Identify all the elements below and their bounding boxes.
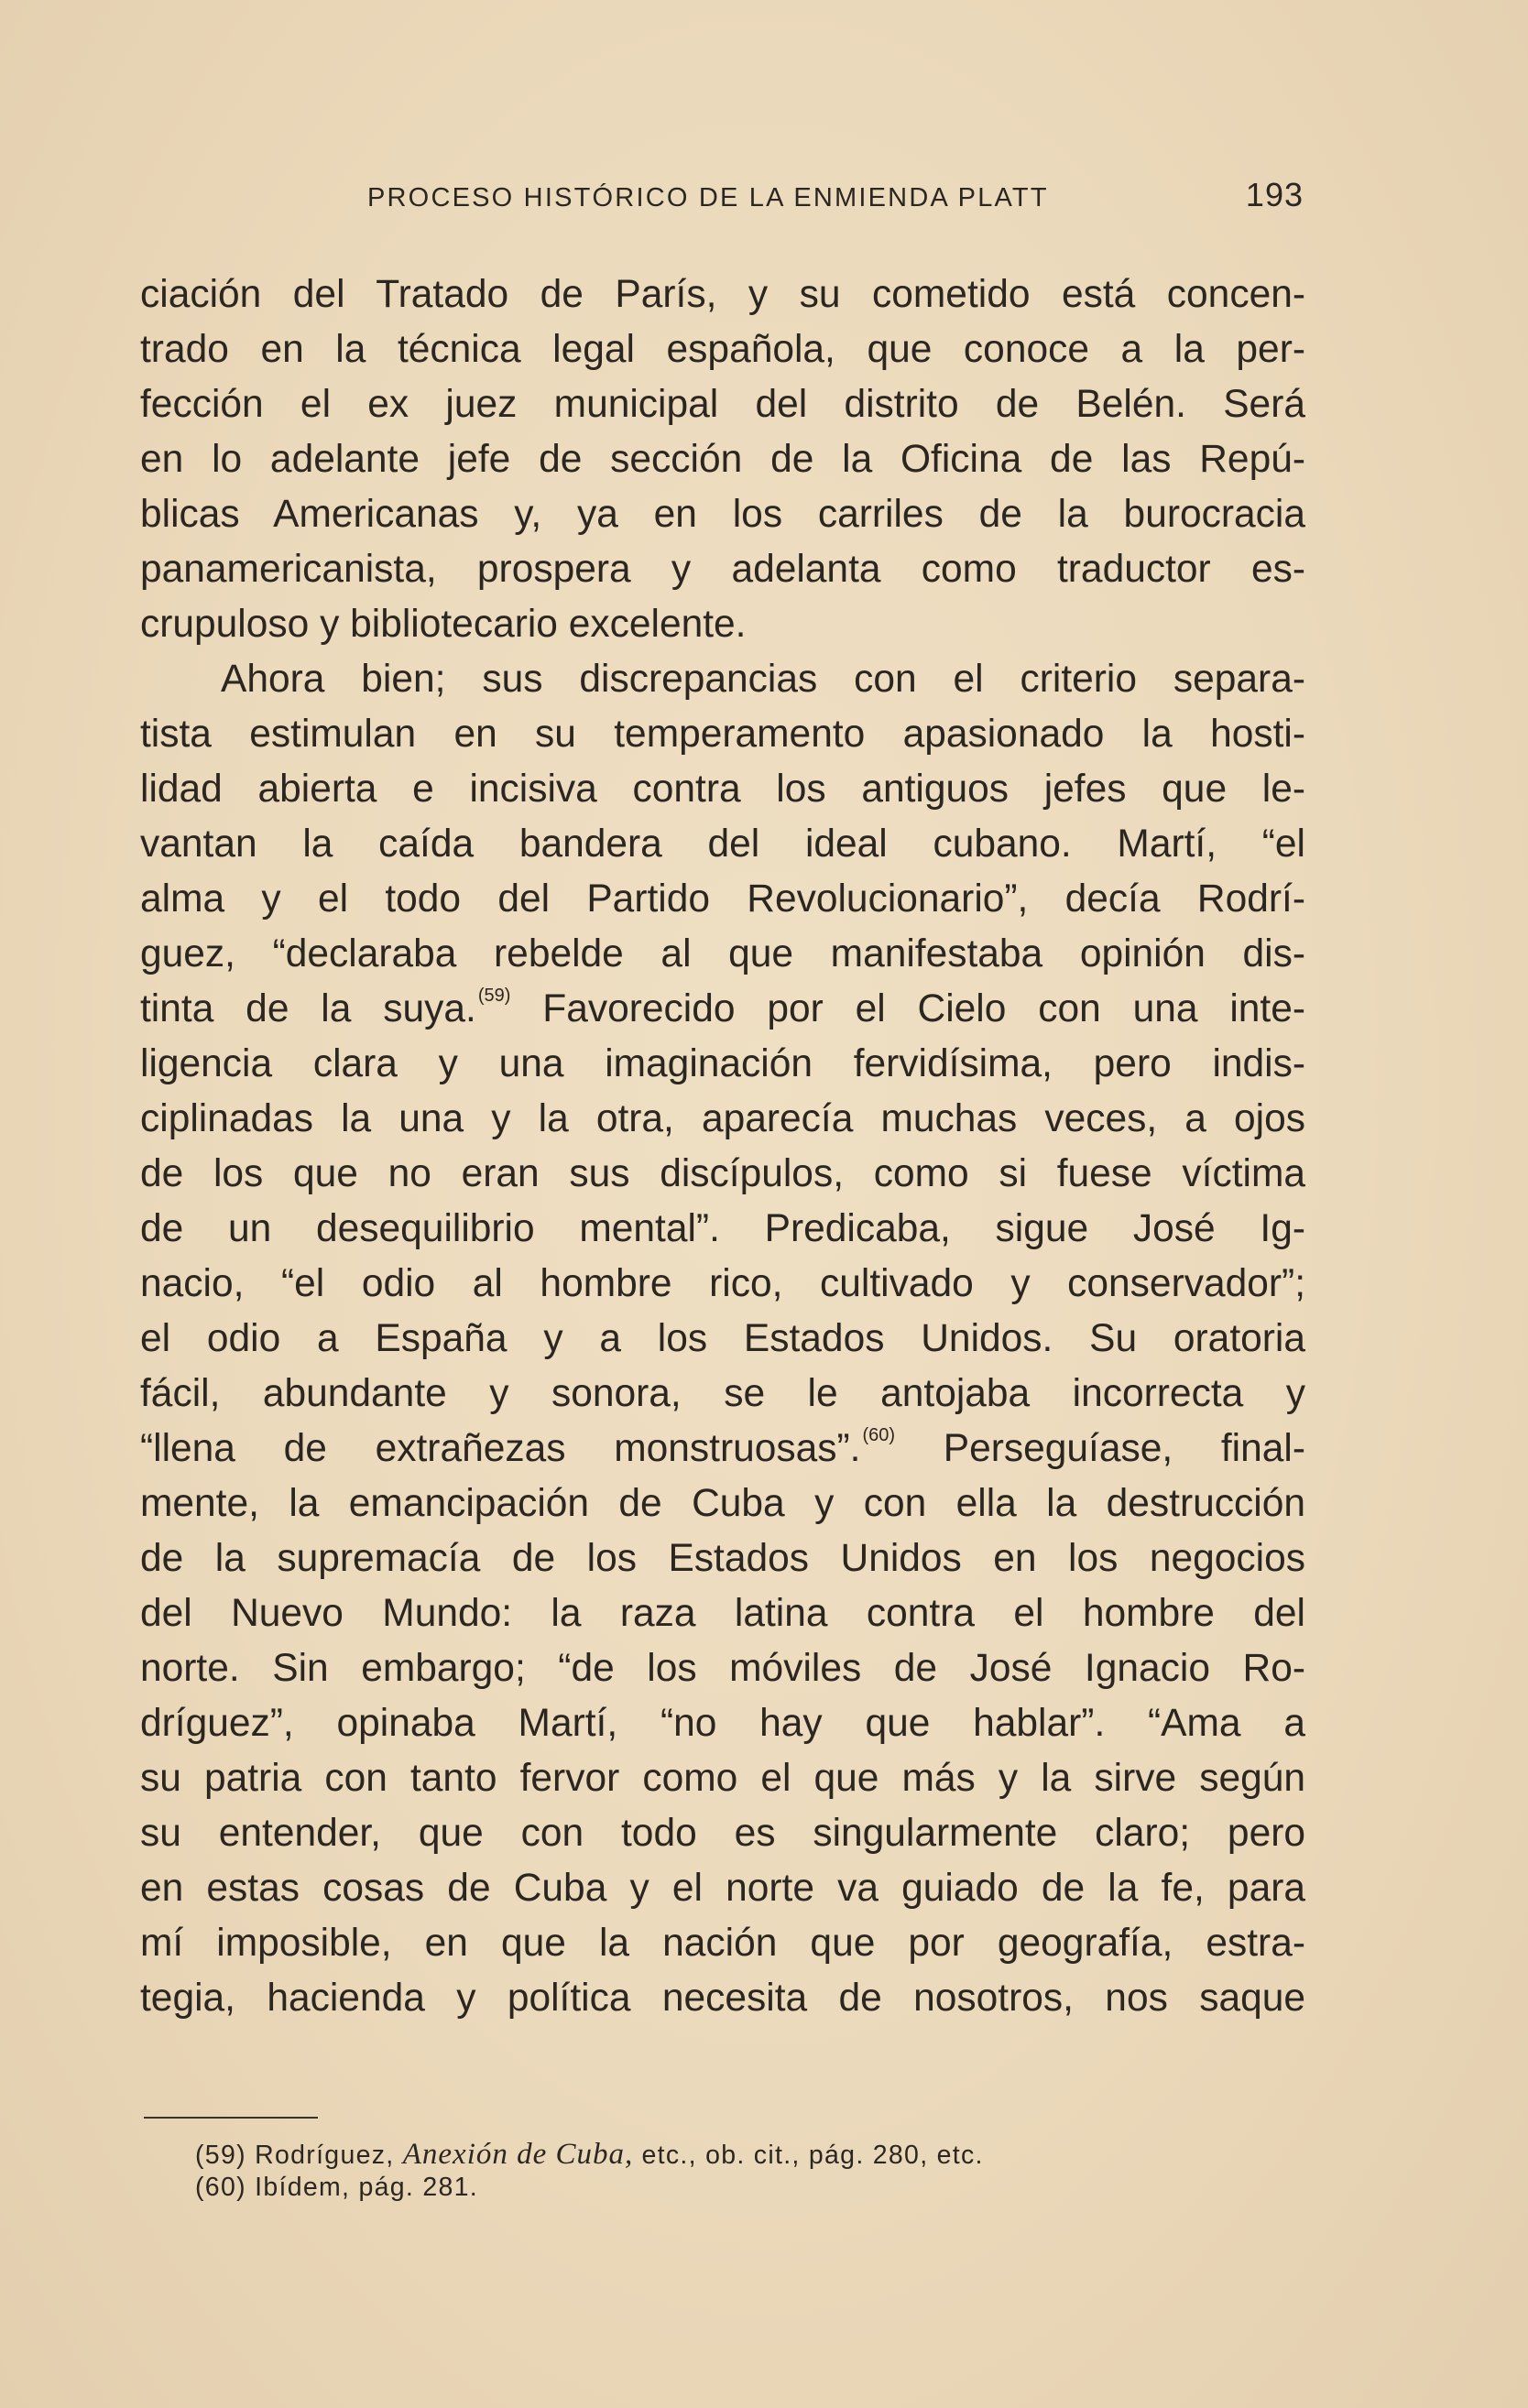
text-line: Ahora bien; sus discrepancias con el criterio separa- (221, 658, 1305, 701)
text-line: de los que no eran sus discípulos, como si fuese víctima (140, 1152, 1305, 1195)
text-line: tegia, hacienda y política necesita de nosotros, nos saque (140, 1977, 1305, 2020)
footnote-60 (195, 2171, 1203, 2204)
text-segment: Perseguíase, final- (895, 1427, 1305, 1470)
text-line: lidad abierta e incisiva contra los antiguos jefes que le- (140, 768, 1305, 811)
text-line: crupuloso y bibliotecario excelente. (140, 603, 747, 646)
text-line: dríguez”, opinaba Martí, “no hay que hablar”. “Ama a (140, 1702, 1305, 1745)
text-line: ligencia clara y una imaginación fervidísima, pero indis- (140, 1042, 1305, 1085)
text-line: blicas Americanas y, ya en los carriles de la burocracia (140, 493, 1305, 536)
text-line: mí imposible, en que la nación que por geografía, estra- (140, 1922, 1305, 1965)
text-line: su entender, que con todo es singularmente claro; pero (140, 1812, 1305, 1855)
text-line: panamericanista, prospera y adelanta como traductor es- (140, 548, 1305, 591)
text-line: fección el ex juez municipal del distrito de Belén. Será (140, 383, 1305, 426)
text-line-with-note (140, 1422, 1305, 1476)
footnote-book-title: Anexión de Cuba, (402, 2138, 634, 2171)
text-line: fácil, abundante y sonora, se le antojaba incorrecta y (140, 1372, 1305, 1415)
text-line: el odio a España y a los Estados Unidos. Su oratoria (140, 1317, 1305, 1360)
page-number: 193 (1245, 176, 1304, 213)
text-line: su patria con tanto fervor como el que más y la sirve según (140, 1757, 1305, 1800)
footnote-number: (60) (195, 2173, 246, 2202)
footnote-ref-59: (59) (477, 986, 511, 1006)
footnote-text: Ibídem, pág. 281. (255, 2173, 479, 2202)
footnotes (195, 2138, 1203, 2204)
text-segment: tinta de la suya. (140, 987, 476, 1030)
footnote-number: (59) (195, 2141, 246, 2170)
text-line: en estas cosas de Cuba y el norte va guiado de la fe, para (140, 1867, 1305, 1910)
text-line: mente, la emancipación de Cuba y con ella la destrucción (140, 1482, 1305, 1525)
text-line: del Nuevo Mundo: la raza latina contra el hombre del (140, 1592, 1305, 1635)
text-line: guez, “declaraba rebelde al que manifestaba opinión dis- (140, 932, 1305, 975)
text-line: vantan la caída bandera del ideal cubano. Martí, “el (140, 823, 1305, 866)
footnote-ref-60: (60) (862, 1425, 896, 1445)
text-segment: “llena de extrañezas monstruosas”. (140, 1427, 861, 1470)
footnote-divider (144, 2117, 318, 2119)
footnote-59 (195, 2138, 1203, 2171)
text-segment: Favorecido por el Cielo con una inte- (510, 987, 1305, 1030)
text-line: en lo adelante jefe de sección de la Oficina de las Repú- (140, 438, 1305, 481)
text-line: ciplinadas la una y la otra, aparecía muchas veces, a ojos (140, 1097, 1305, 1140)
footnote-text: etc., ob. cit., pág. 280, etc. (633, 2141, 984, 2170)
text-line: de un desequilibrio mental”. Predicaba, sigue José Ig- (140, 1207, 1305, 1250)
running-title: PROCESO HISTÓRICO DE LA ENMIENDA PLATT (367, 183, 1049, 212)
body-text (140, 267, 1305, 2026)
text-line: tista estimulan en su temperamento apasionado la hosti- (140, 713, 1305, 756)
text-line: ciación del Tratado de París, y su cometido está concen- (140, 273, 1305, 316)
page-header (140, 176, 1304, 222)
text-line: de la supremacía de los Estados Unidos en los negocios (140, 1537, 1305, 1580)
text-line: nacio, “el odio al hombre rico, cultivado y conservador”; (140, 1262, 1305, 1305)
text-line: alma y el todo del Partido Revolucionario”, decía Rodrí- (140, 877, 1305, 921)
footnote-text: Rodríguez, (255, 2141, 403, 2170)
text-line: trado en la técnica legal española, que conoce a la per- (140, 328, 1305, 371)
text-line: norte. Sin embargo; “de los móviles de José Ignacio Ro- (140, 1647, 1305, 1690)
text-line-with-note (140, 982, 1305, 1037)
